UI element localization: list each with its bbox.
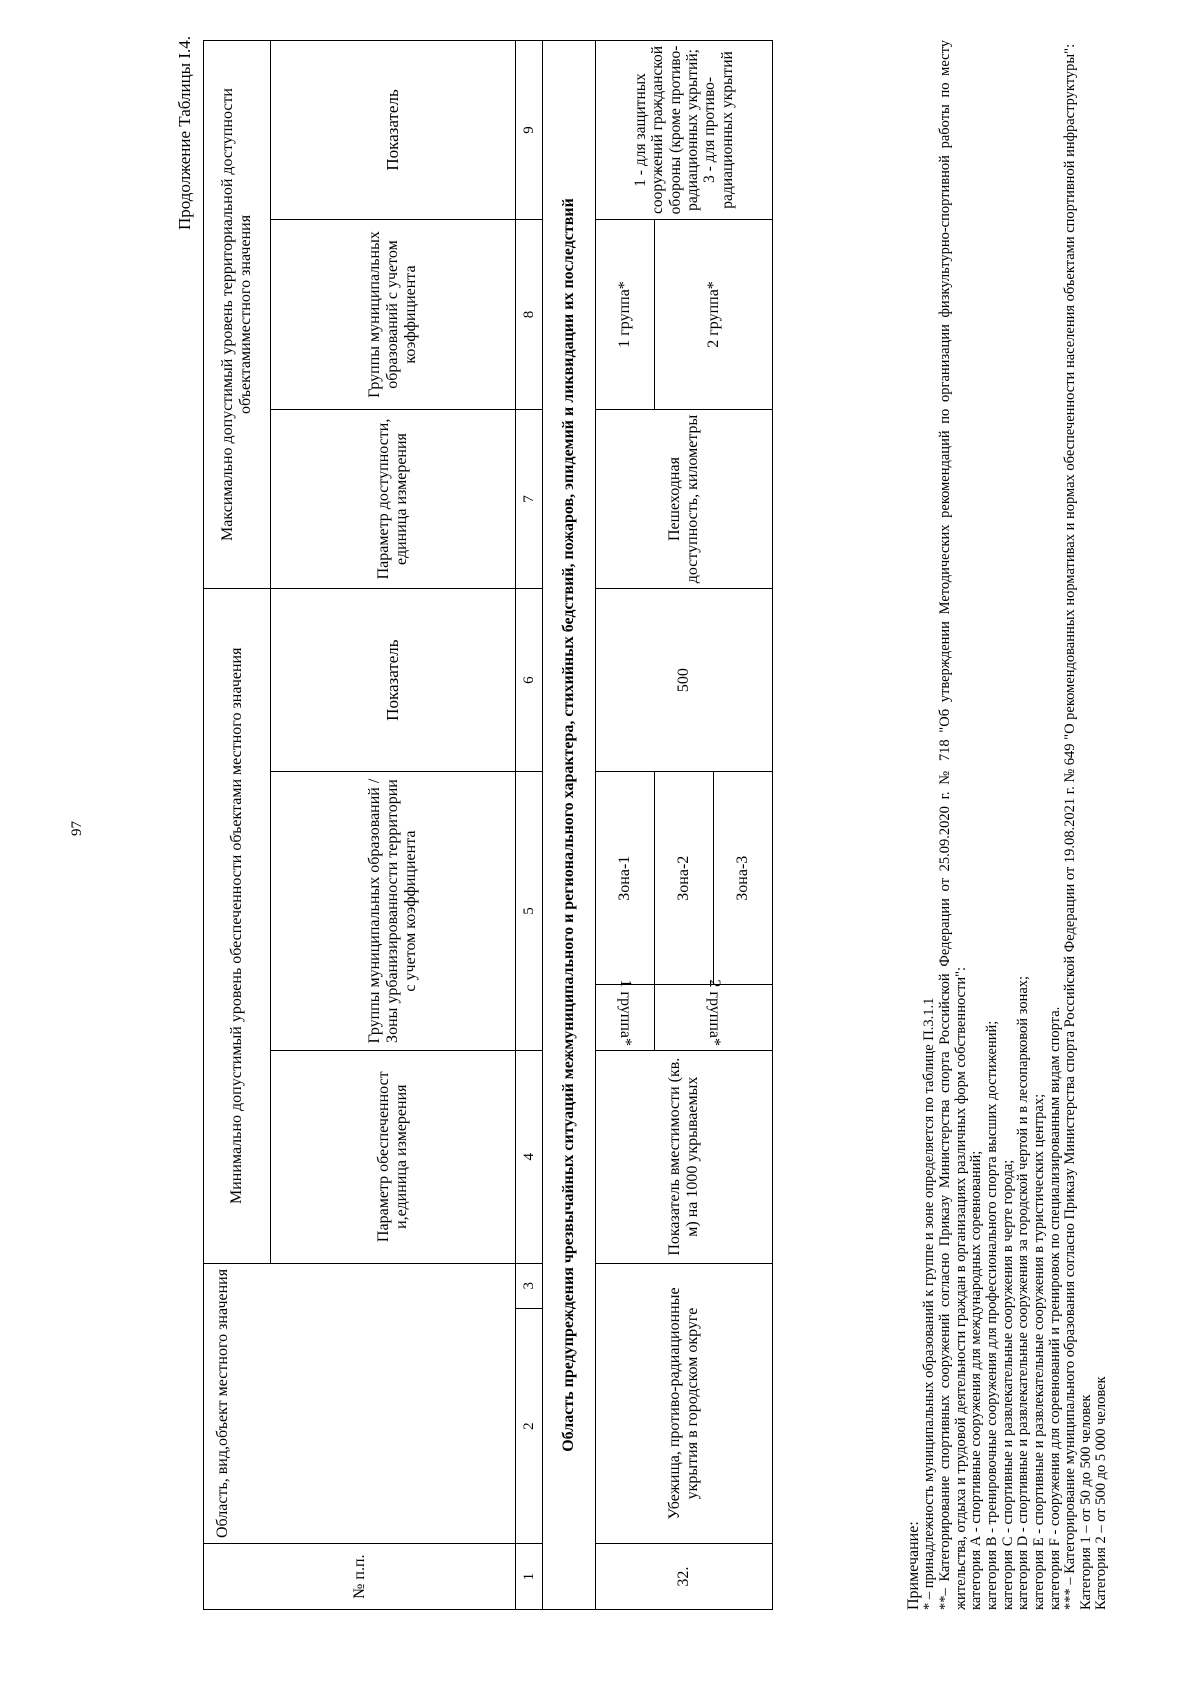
col-number: 5 — [516, 772, 543, 1050]
notes-block — [905, 40, 1110, 1610]
row-max-group-2: 2 группа* — [655, 219, 773, 409]
header-max-param: Параметр доступности, единица измерения — [271, 410, 516, 589]
header-row-1 — [204, 41, 271, 1610]
row-max-indicator: 1 - для защитных сооружений гражданской обороны (кроме противо-радиационных укрытий; 3 - для противо-радиационных укрытий — [596, 41, 773, 220]
row-zone-1: Зона-1 — [596, 772, 655, 985]
row-min-param: Показатель вместимости (кв. м) на 1000 укрываемых — [596, 1050, 773, 1263]
header-max-indicator: Показатель — [271, 41, 516, 220]
header-num: № п.п. — [204, 1544, 516, 1610]
table-row — [596, 41, 655, 1610]
row-group-2 — [655, 979, 773, 1051]
note-line: * – принадлежность муниципальных образований к группе и зоне определяется по таблице П.3.1.1 — [921, 997, 938, 1610]
note-line: категория B - тренировочные сооружения для профессионального спорта высших достижений; — [983, 1020, 1000, 1610]
header-min-group: Минимально допустимый уровень обеспеченности объектами местного значения — [204, 588, 271, 1263]
col-number: 1 — [516, 1544, 543, 1610]
header-max-group: Максимально допустимый уровень территориальной доступности объектамиместного значения — [204, 41, 271, 589]
row-num: 32. — [596, 1544, 773, 1610]
col-number: 8 — [516, 219, 543, 409]
page-number-text: 97 — [69, 821, 85, 836]
section-title-row — [543, 41, 596, 1610]
note-line: Категория 1 – от 50 до 500 человек — [1077, 1394, 1094, 1610]
section-title: Область предупреждения чрезвычайных ситуаций межмуниципального и регионального характера, стихийных бедствий, пожаров, эпидемий и ликвидации их последствий — [543, 41, 596, 1610]
row-group-1 — [596, 979, 655, 1051]
header-area: Область, вид,объект местного значения — [204, 1263, 516, 1544]
col-number: 2 — [516, 1308, 543, 1543]
note-line: категория D - спортивные и развлекательные сооружения за городской чертой и в лесопарковой зонах; — [1015, 975, 1032, 1610]
note-line: **– Категорирование спортивных сооружений согласно Приказу Министерства спорта Российской Федерации от 25.09.2020 г. № 718 "Об утверждении Методических рекомендаций по организации физкультурно-спортивной работы по месту жительства, отдыха и трудовой деятельности граждан в организациях различных форм собственности": — [936, 40, 969, 1610]
note-line: категория C - спортивные и развлекательные сооружения в черте города; — [999, 1159, 1016, 1610]
page-number — [70, 820, 85, 837]
note-line: категория А - спортивные сооружения для международных соревнований; — [968, 1150, 985, 1610]
row-object: Убежища, противо-радиационные укрытия в городском округе — [596, 1263, 773, 1544]
row-min-value: 500 — [596, 588, 773, 771]
group-2-text: 2 группа* — [705, 979, 723, 1046]
norms-table — [203, 40, 773, 1610]
note-line: *** – Категорирование муниципального образования согласно Приказу Министерства спорта Российской Федерации от 19.08.2021 г. № 649 "О рекомендованных нормативах и нормах обеспеченности населения объектами спортивной инфраструктуры": — [1062, 43, 1079, 1610]
col-number: 6 — [516, 588, 543, 771]
col-number: 9 — [516, 41, 543, 220]
header-min-indicator: Показатель — [271, 588, 516, 771]
col-number: 7 — [516, 410, 543, 589]
group-1-text: 1 группа* — [616, 979, 634, 1046]
col-number: 3 — [516, 1263, 543, 1308]
row-max-group-1: 1 группа* — [596, 219, 655, 409]
header-max-groups: Группы муниципальных образований с учетом коэффициента — [271, 219, 516, 409]
note-line: категория E - спортивные и развлекательные сооружения в туристических центрах; — [1030, 1093, 1047, 1610]
row-zone-2: Зона-2 — [655, 772, 714, 985]
col-number: 4 — [516, 1050, 543, 1263]
column-number-row — [516, 41, 543, 1610]
row-max-param: Пешеходная доступность, километры — [596, 410, 773, 589]
header-min-groups: Группы муниципальных образований / Зоны урбанизированности территории с учетом коэффициента — [271, 772, 516, 1050]
note-line: категория F - сооружения для соревнований и тренировок по специализированным видам спорта. — [1046, 1006, 1063, 1610]
rotated-page-content — [175, 30, 1110, 1610]
notes-heading: Примечание: — [905, 1521, 922, 1610]
row-zone-3: Зона-3 — [714, 772, 773, 985]
note-line: Категория 2 – от 500 до 5 000 человек — [1093, 1376, 1110, 1610]
continuation-label: Продолжение Таблицы I.4. — [175, 36, 194, 230]
header-min-param: Параметр обеспеченност и,единица измерения — [271, 1050, 516, 1263]
